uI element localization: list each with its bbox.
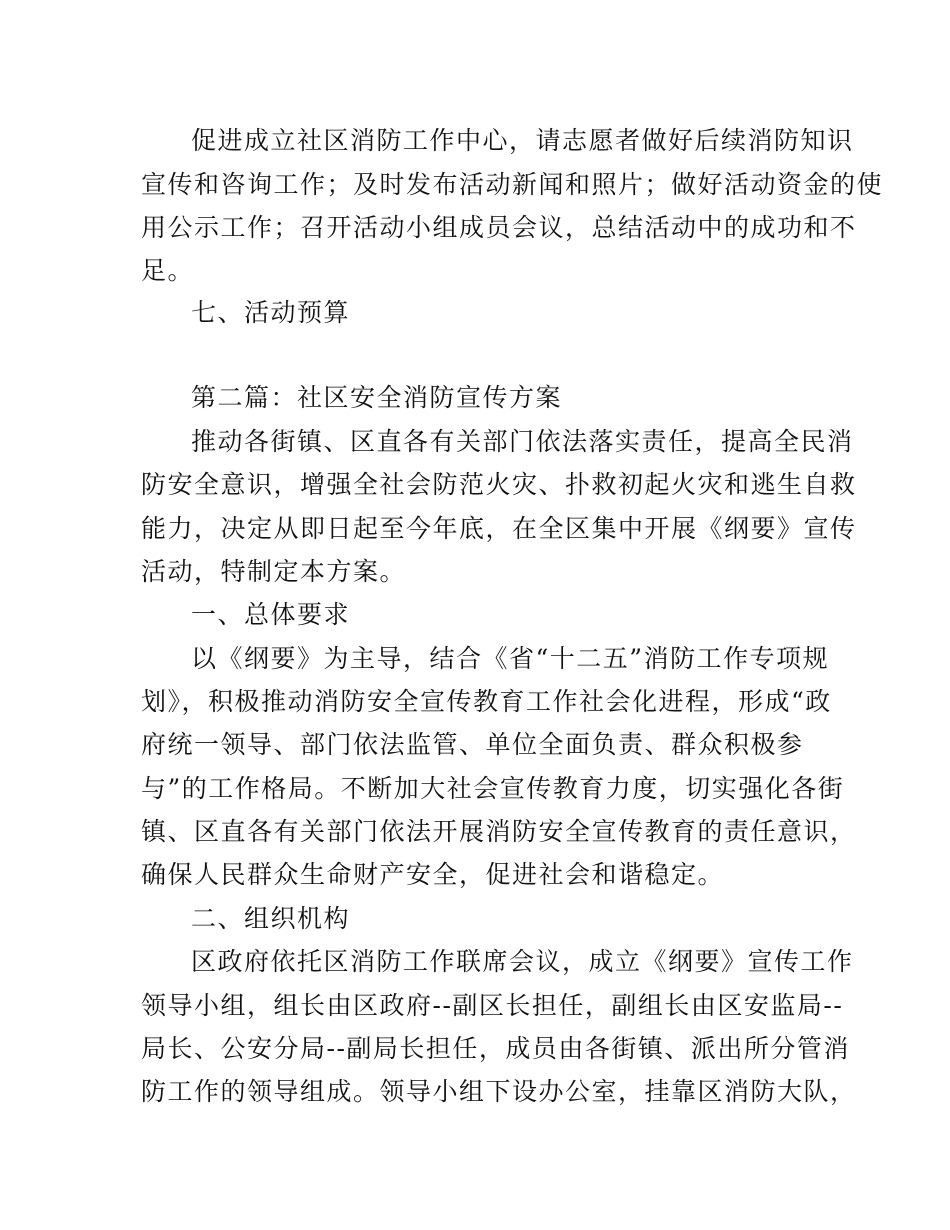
paragraph-line: 能力，决定从即日起至今年底，在全区集中开展《纲要》宣传 xyxy=(141,514,857,543)
paragraph-line: 推动各街镇、区直各有关部门依法落实责任，提高全民消 xyxy=(191,427,854,456)
paragraph-line: 防安全意识，增强全社会防范火灾、扑救初起火灾和逃生自救 xyxy=(141,470,857,499)
paragraph-line: 用公示工作；召开活动小组成员会议，总结活动中的成功和不 xyxy=(141,213,857,242)
article-title: 第二篇：社区安全消防宣传方案 xyxy=(191,383,563,412)
paragraph-line: 与”的工作格局。不断加大社会宣传教育力度，切实强化各街 xyxy=(141,774,845,803)
paragraph-line: 划》，积极推动消防安全宣传教育工作社会化进程，形成“政 xyxy=(141,687,832,716)
section-heading: 一、总体要求 xyxy=(191,600,351,629)
paragraph-line: 确保人民群众生命财产安全，促进社会和谐稳定。 xyxy=(141,860,725,889)
paragraph-line: 防工作的领导组成。领导小组下设办公室，挂靠区消防大队， xyxy=(141,1077,857,1106)
paragraph-line: 领导小组，组长由区政府--副区长担任，副组长由区安监局-- xyxy=(141,991,844,1020)
paragraph-line: 促进成立社区消防工作中心，请志愿者做好后续消防知识 xyxy=(191,126,854,155)
paragraph-line: 镇、区直各有关部门依法开展消防安全宣传教育的责任意识， xyxy=(141,817,857,846)
paragraph-line: 宣传和咨询工作；及时发布活动新闻和照片；做好活动资金的使 xyxy=(141,170,884,199)
paragraph-line: 区政府依托区消防工作联席会议，成立《纲要》宣传工作 xyxy=(191,947,854,976)
paragraph-line: 活动，特制定本方案。 xyxy=(141,557,407,586)
section-heading: 七、活动预算 xyxy=(191,298,351,327)
paragraph-line: 局长、公安分局--副局长担任，成员由各街镇、派出所分管消 xyxy=(141,1034,850,1063)
paragraph-line: 府统一领导、部门依法监管、单位全面负责、群众积极参 xyxy=(141,730,804,759)
paragraph-line: 以《纲要》为主导，结合《省“十二五”消防工作专项规 xyxy=(191,644,830,673)
paragraph-line: 足。 xyxy=(141,256,195,285)
section-heading: 二、组织机构 xyxy=(191,904,351,933)
